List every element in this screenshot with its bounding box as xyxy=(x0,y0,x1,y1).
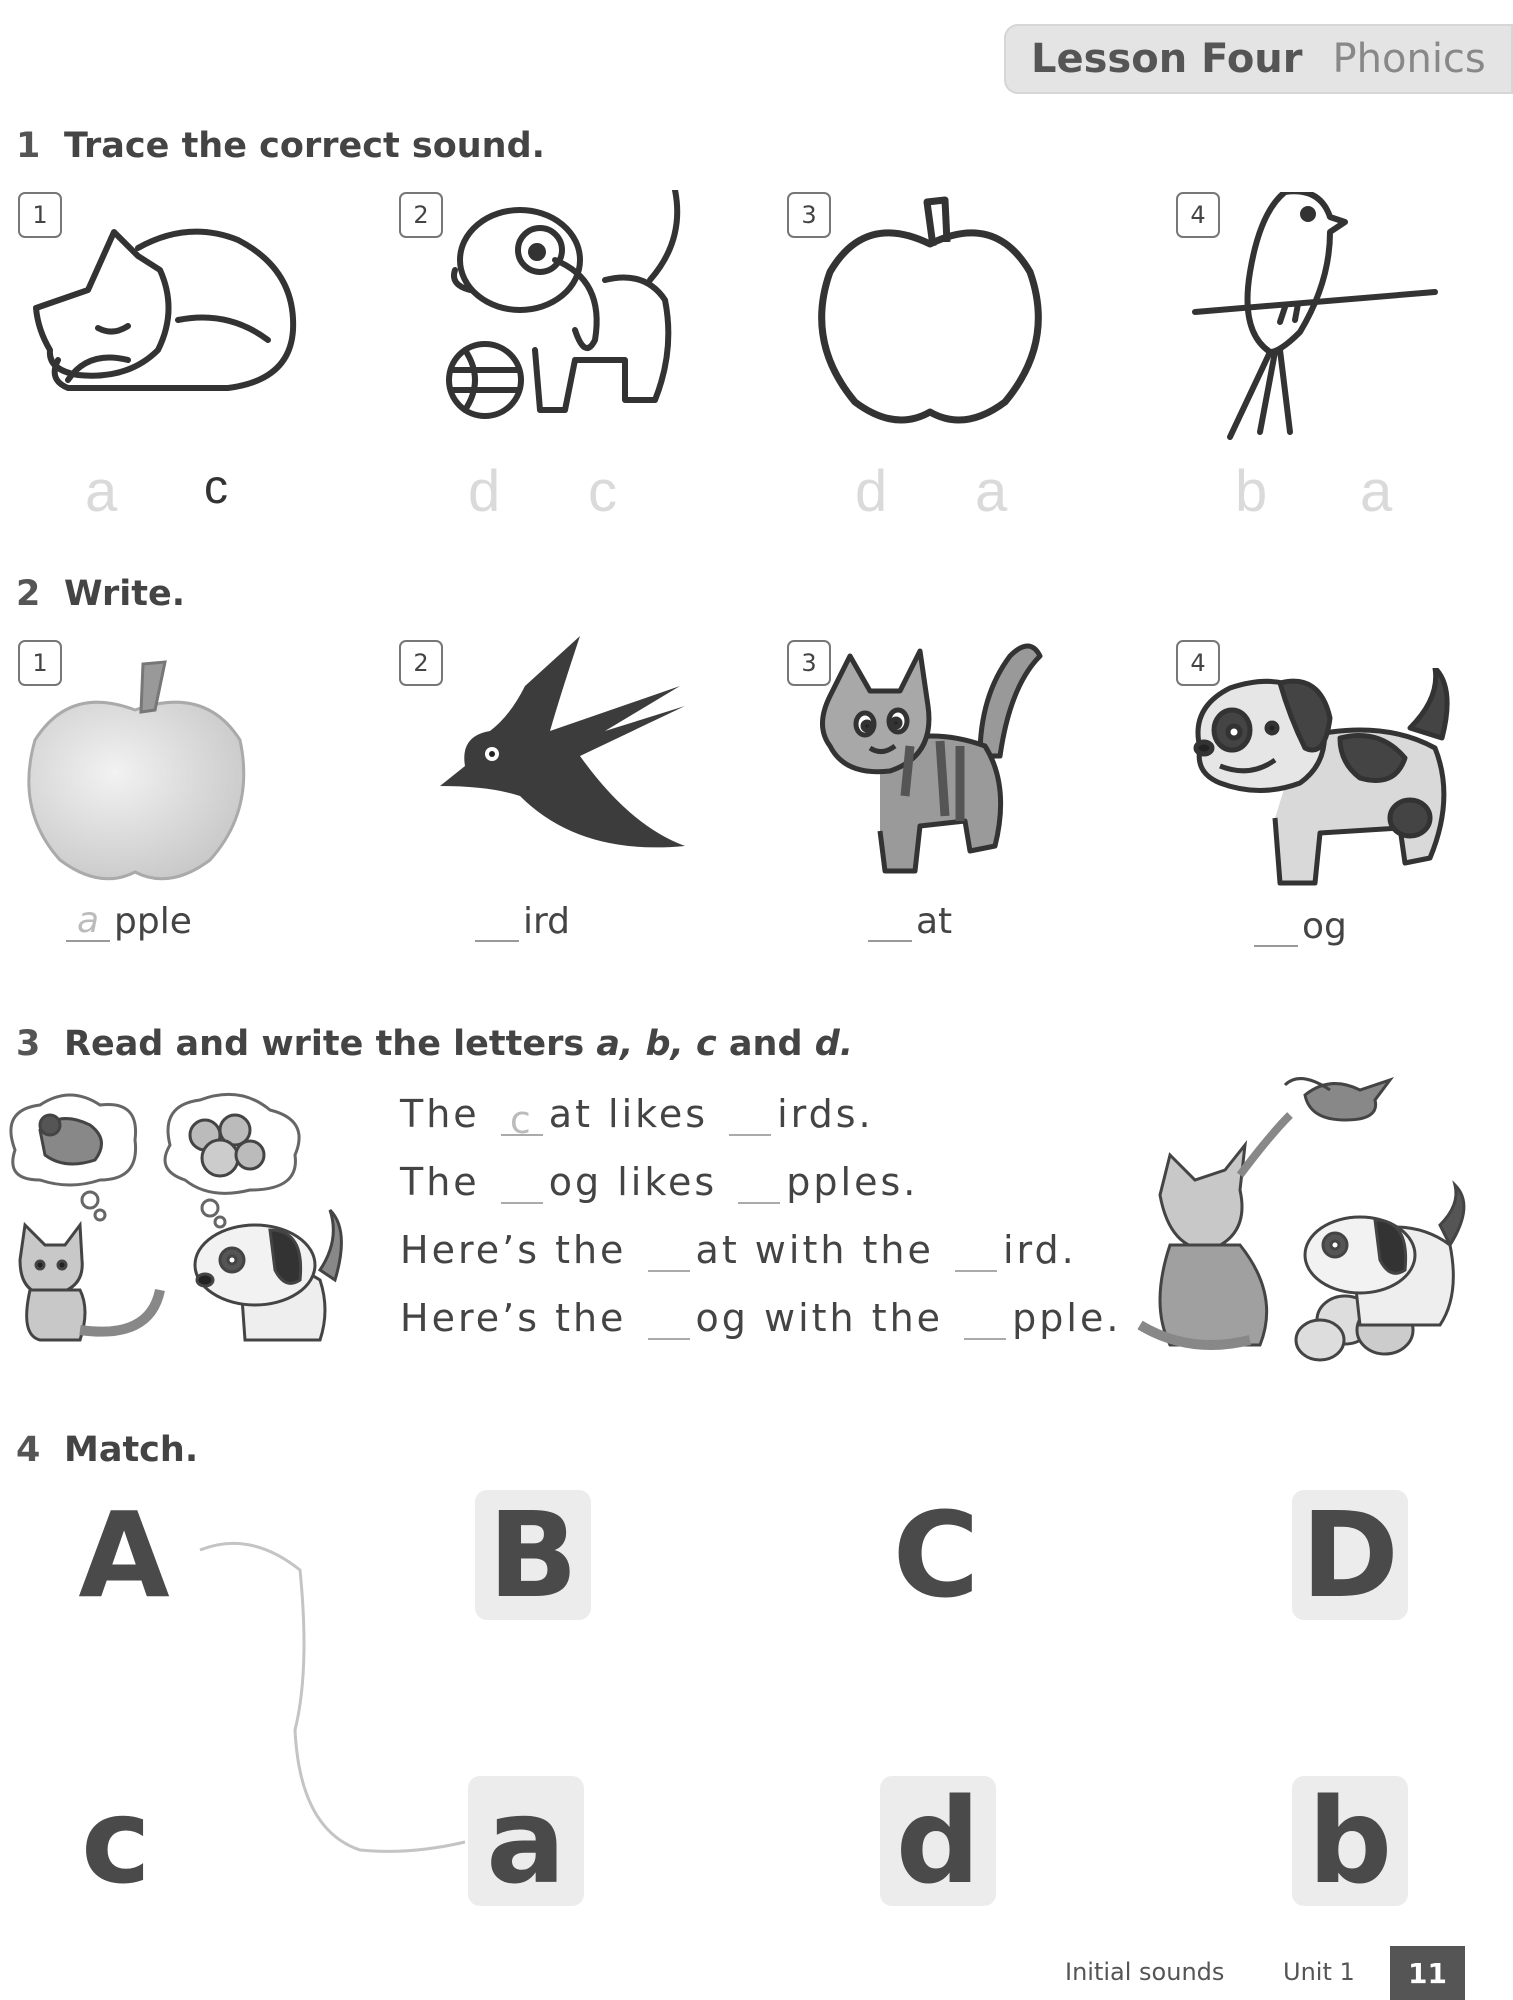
trace-letter: c xyxy=(588,459,617,524)
write-word xyxy=(868,900,952,942)
answer-blank[interactable] xyxy=(964,1302,1006,1340)
item-number-box: 3 xyxy=(787,192,831,238)
trace-letter-traced: c xyxy=(204,461,228,514)
sentence-text: at likes xyxy=(548,1092,708,1136)
sentence-text: irds. xyxy=(777,1092,874,1136)
answer-blank[interactable] xyxy=(1254,905,1298,947)
page-number: 11 xyxy=(1390,1946,1465,2000)
write-word xyxy=(475,900,570,942)
answer-blank[interactable]: a xyxy=(66,900,110,942)
cat-bird-dog-scene-image xyxy=(1130,1075,1480,1375)
walking-dog-image xyxy=(1180,668,1470,898)
match-uppercase-letter[interactable]: B xyxy=(475,1490,591,1620)
section3-heading xyxy=(16,1024,853,1064)
word-ending: at xyxy=(916,901,953,942)
section-title: Write. xyxy=(64,574,186,614)
sentence-text: pples. xyxy=(786,1160,919,1204)
section-title: Trace the correct sound. xyxy=(64,126,545,166)
section-number: 4 xyxy=(16,1430,41,1470)
item-number-box: 2 xyxy=(399,640,443,686)
sentence-text: The xyxy=(400,1160,480,1204)
sentence-text: ird. xyxy=(1002,1228,1077,1272)
answer-blank[interactable]: c xyxy=(501,1098,543,1136)
sentence-text: The xyxy=(400,1092,480,1136)
item-number-box: 4 xyxy=(1176,640,1220,686)
match-uppercase-letter[interactable]: C xyxy=(892,1486,980,1624)
apple-image xyxy=(15,650,255,890)
walking-cat-image xyxy=(810,636,1050,886)
footer-topic: Initial sounds xyxy=(1065,1958,1225,1986)
section-number: 1 xyxy=(16,126,41,166)
item-number-box: 3 xyxy=(787,640,831,686)
section4-heading xyxy=(16,1430,198,1470)
match-lowercase-letter[interactable]: b xyxy=(1292,1776,1408,1906)
match-lowercase-letter[interactable]: d xyxy=(880,1776,996,1906)
match-lowercase-letter[interactable]: a xyxy=(468,1776,584,1906)
dog-with-ball-image xyxy=(425,190,705,420)
word-ending: pple xyxy=(114,901,192,942)
section-title: Match. xyxy=(64,1430,199,1470)
title-text: Read and write the letters xyxy=(64,1024,597,1064)
sentence xyxy=(400,1296,1121,1340)
title-letters: d. xyxy=(814,1024,854,1064)
item-number-box: 4 xyxy=(1176,192,1220,238)
section1-heading xyxy=(16,126,545,166)
section-title xyxy=(64,1024,853,1064)
word-ending: og xyxy=(1302,906,1347,947)
word-ending: ird xyxy=(523,901,571,942)
answer-blank[interactable] xyxy=(955,1234,997,1272)
match-lowercase-letter[interactable]: c xyxy=(81,1772,151,1910)
trace-letter: d xyxy=(855,459,888,524)
title-text: and xyxy=(716,1024,815,1064)
section2-heading xyxy=(16,574,185,614)
answer-blank[interactable] xyxy=(648,1234,690,1272)
flying-bird-image xyxy=(440,636,690,866)
footer-unit: Unit 1 xyxy=(1283,1958,1355,1986)
answer-blank[interactable] xyxy=(729,1098,771,1136)
answer-blank[interactable] xyxy=(475,900,519,942)
answer-blank[interactable] xyxy=(868,900,912,942)
sentence-text: Here’s the xyxy=(400,1228,627,1272)
trace-letter: b xyxy=(1235,459,1268,524)
trace-letter: a xyxy=(1360,459,1393,524)
example-match-line xyxy=(190,1530,470,1870)
match-uppercase-letter[interactable]: D xyxy=(1292,1490,1408,1620)
lesson-header-tab xyxy=(1004,24,1513,94)
sentence xyxy=(400,1160,918,1204)
title-letters: a, b, c xyxy=(596,1024,717,1064)
bird-on-branch-image xyxy=(1180,192,1440,442)
trace-letter: d xyxy=(468,459,501,524)
item-number-box: 2 xyxy=(399,192,443,238)
apple-outline-image xyxy=(805,192,1055,432)
match-uppercase-letter[interactable]: A xyxy=(78,1486,170,1624)
cat-dog-thinking-image xyxy=(0,1090,360,1350)
item-number-box: 1 xyxy=(18,640,62,686)
write-word xyxy=(66,900,192,942)
sleeping-cat-image xyxy=(28,210,308,400)
sentence-text: og with the xyxy=(695,1296,944,1340)
sentence-text: Here’s the xyxy=(400,1296,627,1340)
lesson-topic: Phonics xyxy=(1332,36,1486,82)
write-word xyxy=(1254,905,1347,947)
answer-blank[interactable] xyxy=(501,1166,543,1204)
section-number: 3 xyxy=(16,1024,41,1064)
answer-blank[interactable] xyxy=(648,1302,690,1340)
item-number-box: 1 xyxy=(18,192,62,238)
sentence xyxy=(400,1228,1077,1272)
sentence-text: pple. xyxy=(1012,1296,1122,1340)
sentence xyxy=(400,1092,874,1142)
trace-letter: a xyxy=(975,459,1008,524)
lesson-title: Lesson Four xyxy=(1031,36,1303,82)
trace-letter: a xyxy=(85,459,118,524)
answer-blank[interactable] xyxy=(738,1166,780,1204)
section-number: 2 xyxy=(16,574,41,614)
sentence-text: og likes xyxy=(548,1160,718,1204)
sentence-text: at with the xyxy=(695,1228,934,1272)
